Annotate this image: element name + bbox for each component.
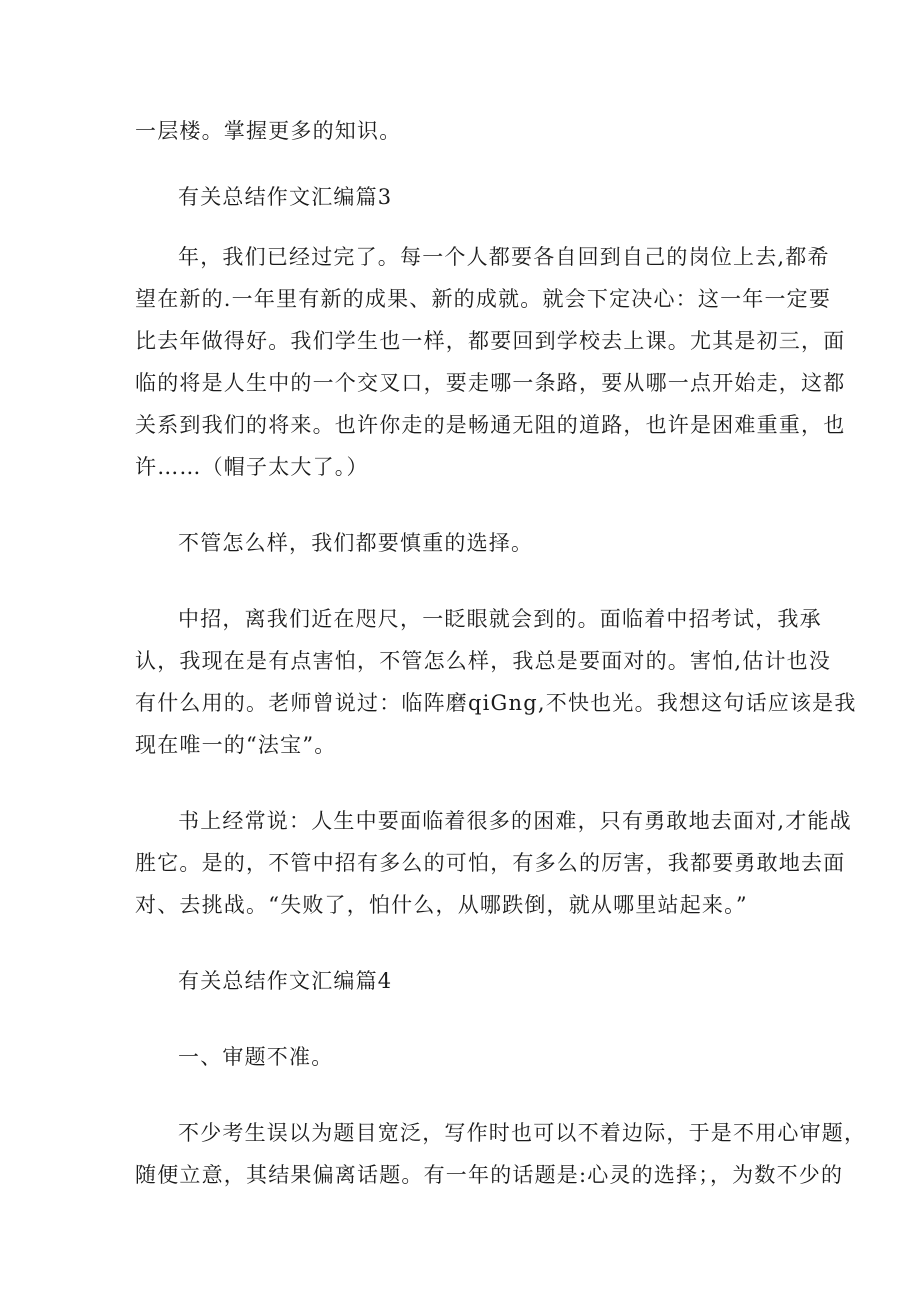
paragraph-line: 比去年做得好。我们学生也一样，都要回到学校去上课。尤其是初三，面 bbox=[135, 329, 846, 353]
paragraph-line: 望在新的.一年里有新的成果、新的成就。就会下定决心：这一年一定要 bbox=[135, 287, 832, 311]
paragraph-line: 年，我们已经过完了。每一个人都要各自回到自己的岗位上去,都希 bbox=[178, 245, 830, 269]
paragraph-line: 关系到我们的将来。也许你走的是畅通无阻的道路，也许是困难重重，也 bbox=[135, 413, 846, 437]
paragraph-line: 随便立意，其结果偏离话题。有一年的话题是:心灵的选择；，为数不少的 bbox=[135, 1163, 844, 1187]
paragraph-line: 中招，离我们近在咫尺，一眨眼就会到的。面临着中招考试，我承 bbox=[178, 607, 822, 631]
paragraph-line: 不管怎么样，我们都要慎重的选择。 bbox=[178, 531, 534, 555]
paragraph-line: 不少考生误以为题目宽泛，写作时也可以不着边际，于是不用心审题， bbox=[178, 1121, 867, 1145]
paragraph-line: 有什么用的。老师曾说过：临阵磨qiGng,不快也光。我想这句话应该是我 bbox=[135, 691, 857, 715]
paragraph-line: 临的将是人生中的一个交叉口，要走哪一条路，要从哪一点开始走，这都 bbox=[135, 371, 846, 395]
paragraph-line: 书上经常说：人生中要面临着很多的困难，只有勇敢地去面对,才能战 bbox=[178, 809, 852, 833]
paragraph-line: 认，我现在是有点害怕，不管怎么样，我总是要面对的。害怕,估计也没 bbox=[135, 649, 832, 673]
text-line: 一层楼。掌握更多的知识。 bbox=[135, 119, 402, 143]
section-heading: 有关总结作文汇编篇4 bbox=[178, 969, 393, 993]
paragraph-line: 一、审题不准。 bbox=[178, 1045, 334, 1069]
paragraph-line: 现在唯一的“法宝”。 bbox=[135, 733, 337, 757]
paragraph-line: 许……（帽子太大了。） bbox=[135, 455, 369, 479]
paragraph-line: 对、去挑战。“失败了，怕什么，从哪跌倒，就从哪里站起来。” bbox=[135, 893, 748, 917]
section-heading: 有关总结作文汇编篇3 bbox=[178, 185, 393, 209]
paragraph-line: 胜它。是的，不管中招有多么的可怕，有多么的厉害，我都要勇敢地去面 bbox=[135, 851, 846, 875]
